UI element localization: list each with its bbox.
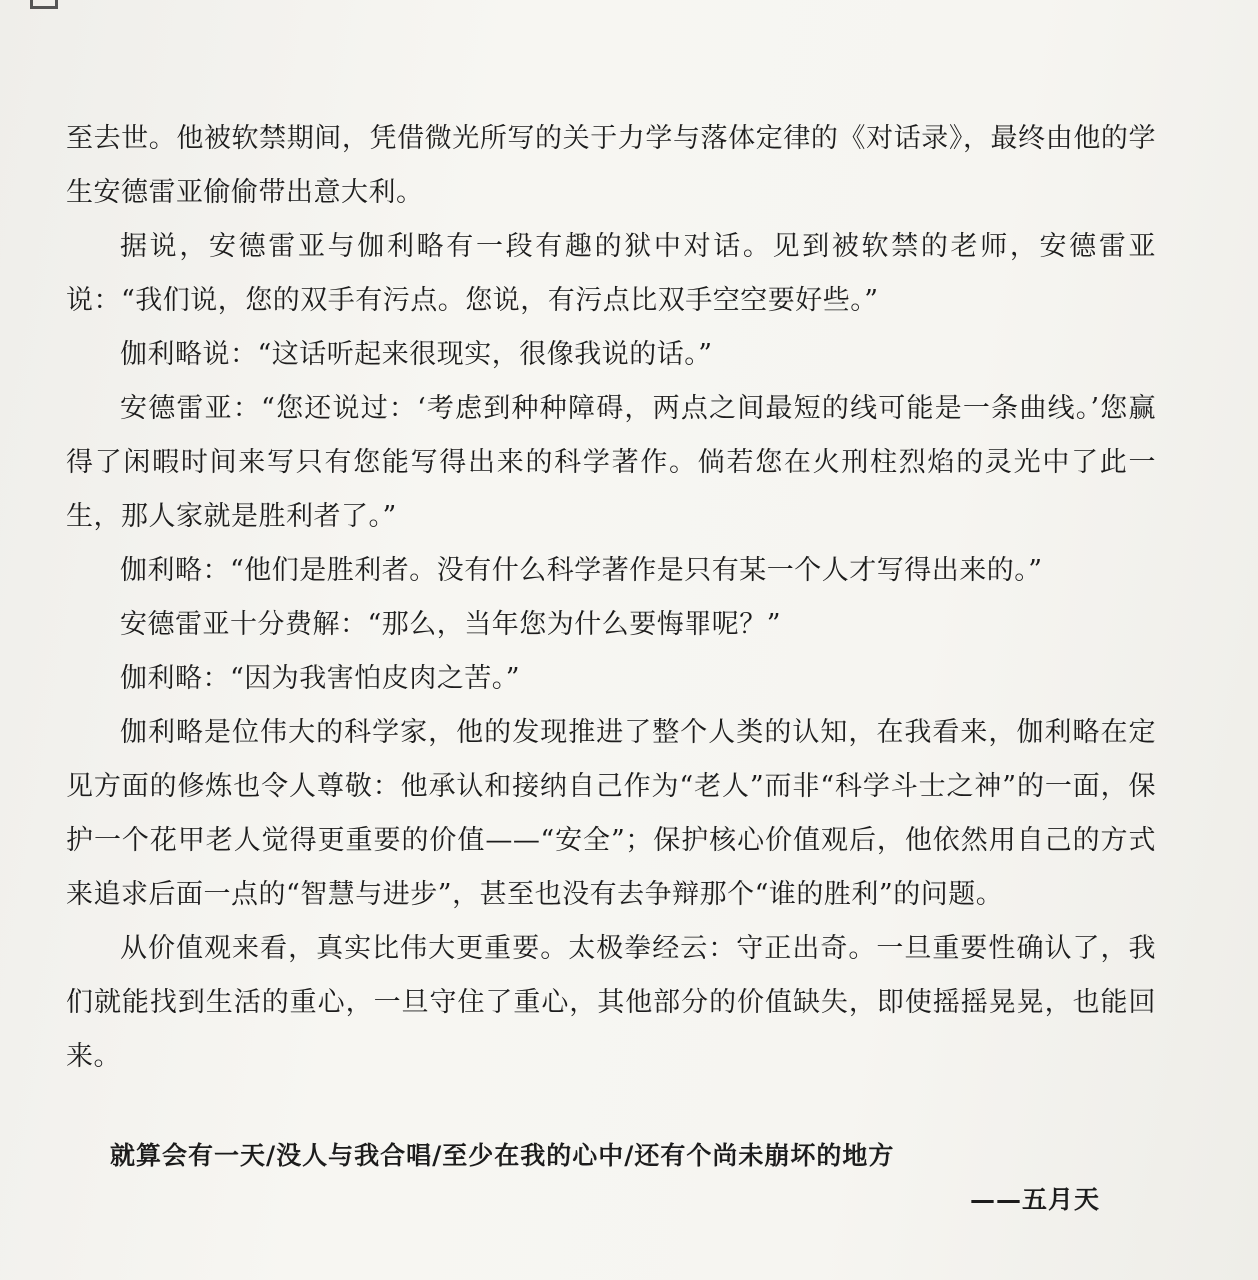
paragraph-3: 伽利略说：“这话听起来很现实，很像我说的话。” xyxy=(120,339,713,370)
page-corner-mark xyxy=(30,0,58,9)
paragraph-2: 据说，安德雷亚与伽利略有一段有趣的狱中对话。见到被软禁的老师，安德雷亚说：“我们说，您的双手有污点。您说，有污点比双手空空要好些。” xyxy=(66,231,1156,316)
paragraph-4: 安德雷亚：“您还说过：‘考虑到种种障碍，两点之间最短的线可能是一条曲线。’您赢得了闲暇时间来写只有您能写得出来的科学著作。倘若您在火刑柱烈焰的灵光中了此一生，那人家就是胜利者了。” xyxy=(66,393,1156,532)
paragraph-8: 伽利略是位伟大的科学家，他的发现推进了整个人类的认知，在我看来，伽利略在定见方面的修炼也令人尊敬：他承认和接纳自己作为“老人”而非“科学斗士之神”的一面，保护一个花甲老人觉得更重要的价值——“安全”；保护核心价值观后，他依然用自己的方式来追求后面一点的“智慧与进步”，甚至也没有去争辩那个“谁的胜利”的问题。 xyxy=(66,717,1156,910)
paragraph-7: 伽利略：“因为我害怕皮肉之苦。” xyxy=(120,663,521,694)
paragraph-5: 伽利略：“他们是胜利者。没有什么科学著作是只有某一个人才写得出来的。” xyxy=(120,555,1043,586)
paragraph-1: 至去世。他被软禁期间，凭借微光所写的关于力学与落体定律的《对话录》，最终由他的学生安德雷亚偷偷带出意大利。 xyxy=(66,123,1156,208)
closing-verse: 就算会有一天/没人与我合唱/至少在我的心中/还有个尚未崩坏的地方 xyxy=(110,1141,895,1170)
paragraph-6: 安德雷亚十分费解：“那么，当年您为什么要悔罪呢？” xyxy=(120,609,782,640)
body-text xyxy=(66,112,1156,1084)
paragraph-9: 从价值观来看，真实比伟大更重要。太极拳经云：守正出奇。一旦重要性确认了，我们就能找到生活的重心，一旦守住了重心，其他部分的价值缺失，即使摇摇晃晃，也能回来。 xyxy=(66,933,1156,1072)
verse-attribution: ——五月天 xyxy=(969,1185,1100,1214)
